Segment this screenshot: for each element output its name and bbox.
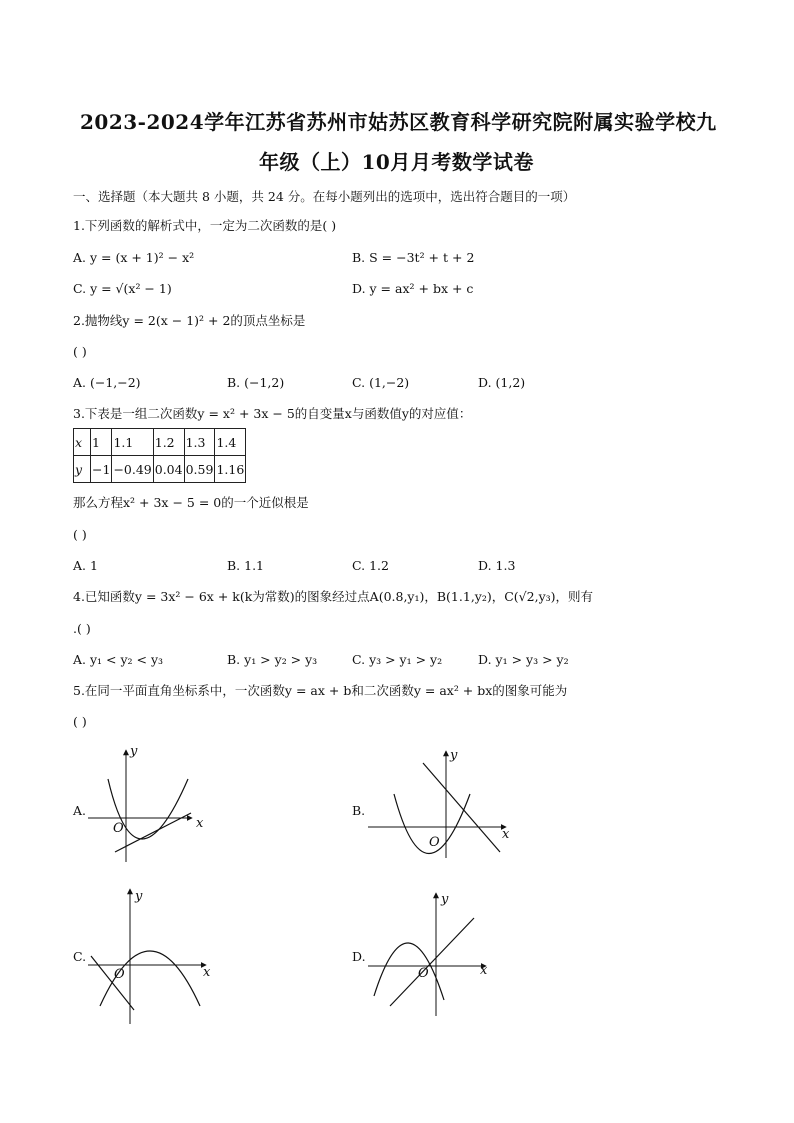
q4-option-c: C. y₃ > y₁ > y₂ <box>352 652 443 667</box>
table-cell: 1.1 <box>112 429 153 456</box>
page-title-line1: 2023-2024学年江苏省苏州市姑苏区教育科学研究院附属实验学校九 <box>80 110 717 134</box>
page-title-line2: 年级（上）10月月考数学试卷 <box>259 150 534 174</box>
y-axis-label: y <box>135 889 143 904</box>
q5-graph-c <box>88 886 218 1026</box>
q1-option-a: A. y = (x + 1)² − x² <box>73 250 195 265</box>
q5-answer-paren: ( ) <box>73 714 87 729</box>
q5-graph-d <box>368 890 498 1020</box>
table-cell: 1.4 <box>215 429 246 456</box>
origin-label: O <box>418 966 429 981</box>
q3-answer-paren: ( ) <box>73 527 87 542</box>
table-cell: −0.49 <box>112 456 153 483</box>
q2-option-b: B. (−1,2) <box>227 375 285 390</box>
line <box>390 918 474 1006</box>
table-cell: 0.59 <box>184 456 215 483</box>
table-row <box>74 429 246 456</box>
q3-stem: 3.下表是一组二次函数y = x² + 3x − 5的自变量x与函数值y的对应值： <box>73 406 472 421</box>
q3-value-table <box>73 428 246 483</box>
q5-option-a-label: A. <box>73 803 87 818</box>
y-axis-label: y <box>130 744 138 759</box>
q5-option-d-label: D. <box>352 949 366 964</box>
q3-option-d: D. 1.3 <box>478 558 516 573</box>
table-cell: 0.04 <box>153 456 184 483</box>
parabola <box>374 943 444 1000</box>
y-axis-label: y <box>450 748 458 763</box>
table-row <box>74 456 246 483</box>
x-axis-label: x <box>480 963 488 978</box>
q1-option-c: C. y = √(x² − 1) <box>73 281 172 296</box>
table-cell: x <box>74 429 91 456</box>
parabola <box>100 951 200 1006</box>
q2-answer-paren: ( ) <box>73 344 87 359</box>
q3-option-a: A. 1 <box>73 558 98 573</box>
table-cell: 1.3 <box>184 429 215 456</box>
q5-option-b-label: B. <box>352 803 366 818</box>
q1-option-d: D. y = ax² + bx + c <box>352 281 474 296</box>
q2-option-d: D. (1,2) <box>478 375 526 390</box>
q3-follow-text: 那么方程x² + 3x − 5 = 0的一个近似根是 <box>73 495 309 510</box>
q2-stem: 2.抛物线y = 2(x − 1)² + 2的顶点坐标是 <box>73 313 306 328</box>
q5-stem: 5.在同一平面直角坐标系中，一次函数y = ax + b和二次函数y = ax² + bx的图象可能为 <box>73 683 568 698</box>
table-cell: 1.16 <box>215 456 246 483</box>
q5-graph-a <box>88 744 218 874</box>
q3-option-c: C. 1.2 <box>352 558 389 573</box>
q3-option-b: B. 1.1 <box>227 558 265 573</box>
x-axis-label: x <box>502 827 510 842</box>
q4-option-d: D. y₁ > y₃ > y₂ <box>478 652 569 667</box>
table-cell: 1 <box>91 429 112 456</box>
table-cell: −1 <box>91 456 112 483</box>
y-axis-label: y <box>441 892 449 907</box>
origin-label: O <box>429 835 440 850</box>
section-heading: 一、选择题（本大题共 8 小题，共 24 分。在每小题列出的选项中，选出符合题目的一项） <box>73 189 576 204</box>
line <box>91 956 134 1010</box>
q4-option-b: B. y₁ > y₂ > y₃ <box>227 652 318 667</box>
q1-option-b: B. S = −3t² + t + 2 <box>352 250 475 265</box>
x-axis-label: x <box>203 965 211 980</box>
q4-stem: 4.已知函数y = 3x² − 6x + k(k为常数)的图象经过点A(0.8,y₁)，B(1.1,y₂)，C(√2,y₃)，则有 <box>73 589 594 604</box>
q5-option-c-label: C. <box>73 949 87 964</box>
origin-label: O <box>113 821 124 836</box>
table-cell: 1.2 <box>153 429 184 456</box>
q5-graph-b <box>368 748 518 868</box>
x-axis-label: x <box>196 816 204 831</box>
q2-option-a: A. (−1,−2) <box>73 375 141 390</box>
table-cell: y <box>74 456 91 483</box>
q2-option-c: C. (1,−2) <box>352 375 410 390</box>
origin-label: O <box>114 967 125 982</box>
q4-answer-paren: .( ) <box>73 621 91 636</box>
q4-option-a: A. y₁ < y₂ < y₃ <box>73 652 164 667</box>
q1-stem: 1.下列函数的解析式中，一定为二次函数的是( ) <box>73 218 337 233</box>
